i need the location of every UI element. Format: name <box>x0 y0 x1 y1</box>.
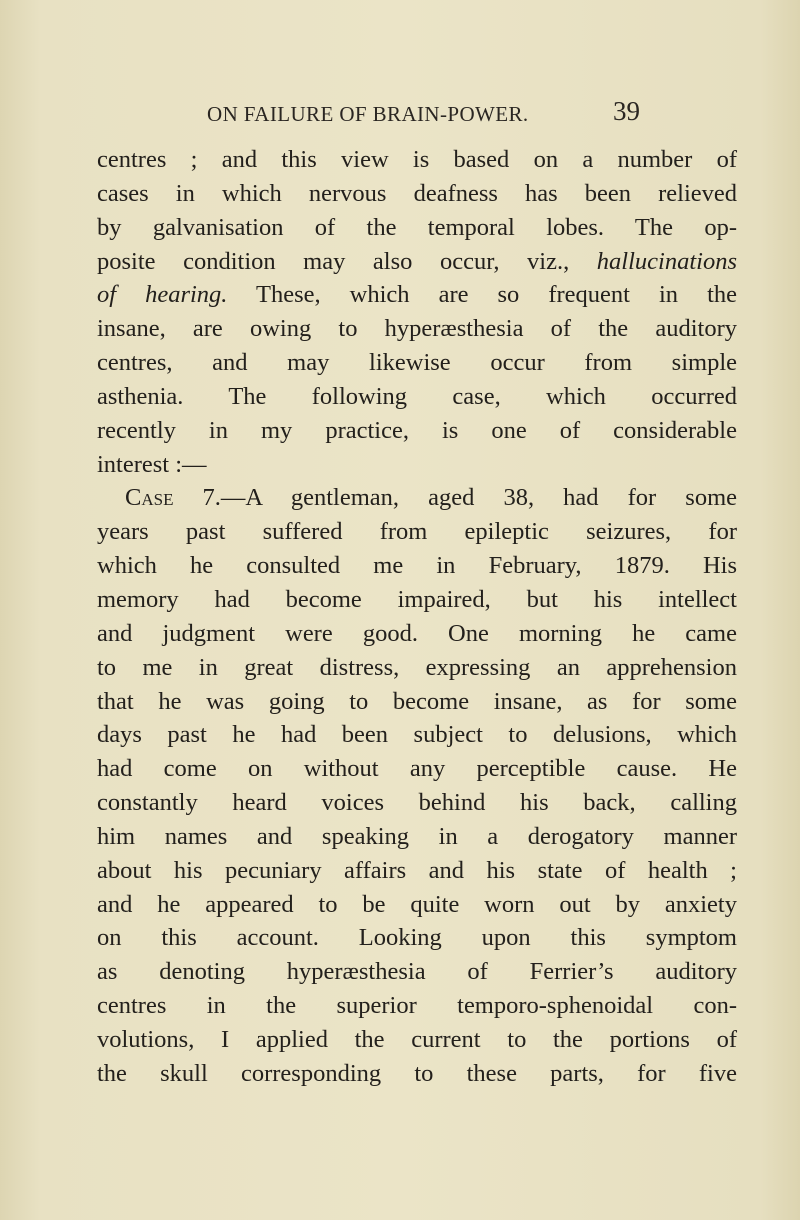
text-line: memory had become impaired, but his intellect <box>97 585 737 613</box>
text-line: years past suffered from epileptic seizures, for <box>97 518 737 546</box>
text-line: and judgment were good. One morning he came <box>97 619 737 647</box>
text-line: centres ; and this view is based on a number of <box>97 146 737 173</box>
running-head: ON FAILURE OF BRAIN-POWER. <box>207 102 529 126</box>
text-line: and he appeared to be quite worn out by anxiety <box>97 890 737 918</box>
text-line: the skull corresponding to these parts, for five <box>97 1059 737 1087</box>
text-line: posite condition may also occur, viz., hallucinations <box>97 247 737 275</box>
text-line: on this account. Looking upon this symptom <box>97 924 737 952</box>
text-line: volutions, I applied the current to the portions of <box>97 1025 737 1053</box>
text-line: cases in which nervous deafness has been relieved <box>97 179 737 207</box>
text-line: centres, and may likewise occur from simple <box>97 349 737 377</box>
text-line: interest :— <box>97 450 207 478</box>
text-line: constantly heard voices behind his back, calling <box>97 789 737 817</box>
text-line: to me in great distress, expressing an apprehension <box>97 653 737 681</box>
case-label: Case <box>125 484 174 512</box>
italic-phrase: of hearing. <box>97 281 228 309</box>
text-line: that he was going to become insane, as for some <box>97 687 737 715</box>
text-line: as denoting hyperæsthesia of Ferrier’s auditory <box>97 958 737 986</box>
text-line: recently in my practice, is one of considerable <box>97 416 737 444</box>
page-number: 39 <box>613 96 640 126</box>
text-line: centres in the superior temporo-sphenoidal con- <box>97 992 737 1020</box>
text-line: insane, are owing to hyperæsthesia of the auditory <box>97 315 737 343</box>
text-line: about his pecuniary affairs and his state of health ; <box>97 856 737 884</box>
body-text <box>97 143 737 1091</box>
text-line: him names and speaking in a derogatory manner <box>97 822 737 850</box>
text-line: of hearing. These, which are so frequent in the <box>97 281 738 309</box>
page-header <box>0 96 800 136</box>
text-line: days past he had been subject to delusions, which <box>97 721 737 749</box>
italic-phrase: hallucinations <box>596 247 737 275</box>
case-heading-line: Case 7.—A gentleman, aged 38, had for some <box>125 484 737 512</box>
text-line: which he consulted me in February, 1879. His <box>97 552 737 580</box>
text-line: by galvanisation of the temporal lobes. The op- <box>97 213 737 241</box>
text-line: had come on without any perceptible cause. He <box>97 755 737 783</box>
text-line: asthenia. The following case, which occurred <box>97 382 737 410</box>
